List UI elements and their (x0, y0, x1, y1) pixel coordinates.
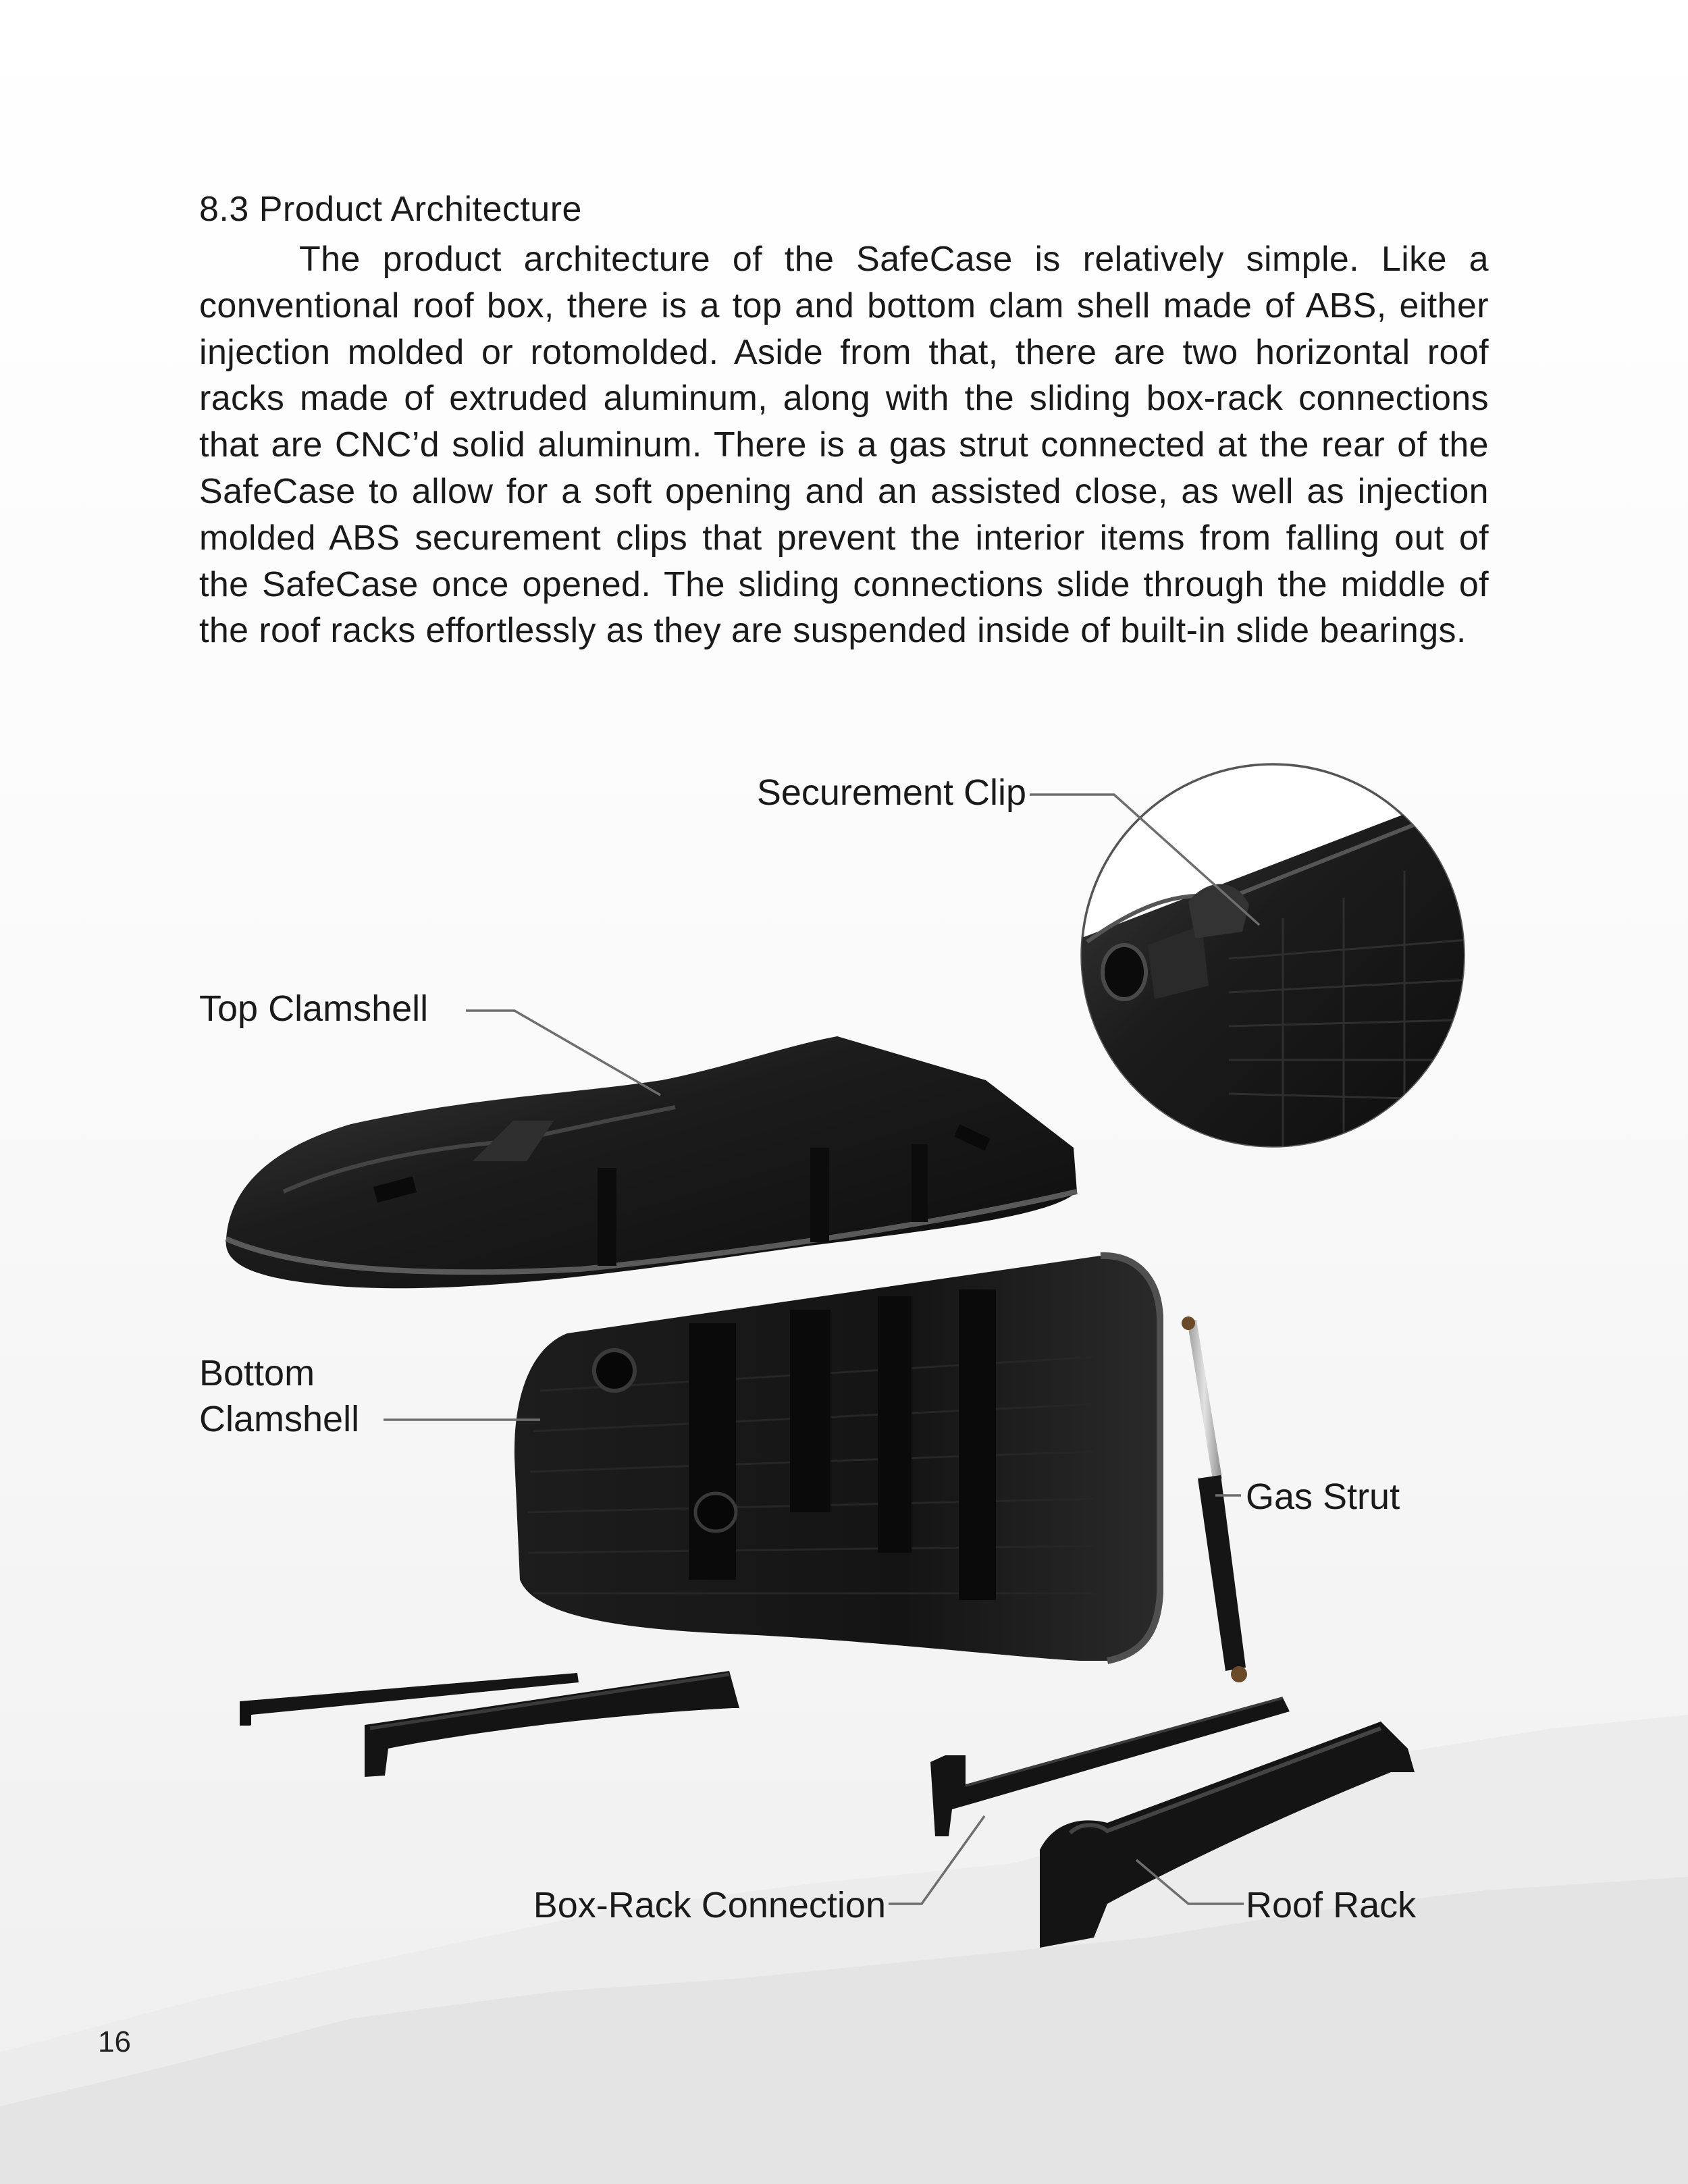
label-top-clamshell: Top Clamshell (199, 988, 429, 1029)
gas-strut (1182, 1316, 1247, 1682)
label-box-rack-connection: Box-Rack Connection (533, 1885, 886, 1925)
securement-clip-detail (1080, 764, 1485, 1161)
label-securement-clip: Securement Clip (756, 772, 1026, 813)
label-roof-rack: Roof Rack (1246, 1885, 1417, 1925)
top-clamshell (226, 1036, 1077, 1288)
label-bottom-clamshell-line1: Bottom (199, 1353, 315, 1393)
section-heading: 8.3 Product Architecture (199, 190, 582, 229)
label-bottom-clamshell-line2: Clamshell (199, 1399, 360, 1439)
bottom-clamshell (515, 1256, 1160, 1661)
label-gas-strut: Gas Strut (1246, 1476, 1400, 1517)
leader-top-clamshell (466, 1011, 660, 1095)
page-number: 16 (98, 2025, 131, 2058)
section-paragraph: The product architecture of the SafeCase is relatively simple. Like a conventional roof box, there is a top and bottom clam shell made of ABS, either injection molded or rotomolded. Aside from that, there are two horizontal roof racks made of extruded aluminum, along with the sliding box-rack connections that are CNC’d solid aluminum. There is a gas strut connected at the rear of the SafeCase to allow for a soft opening and an assisted close, as well as injection molded ABS securement clips that prevent the interior items from falling out of the SafeCase once opened. The sliding connections slide through the middle of the roof racks effortlessly as they are suspended inside of built-in slide bearings. (199, 240, 1489, 651)
